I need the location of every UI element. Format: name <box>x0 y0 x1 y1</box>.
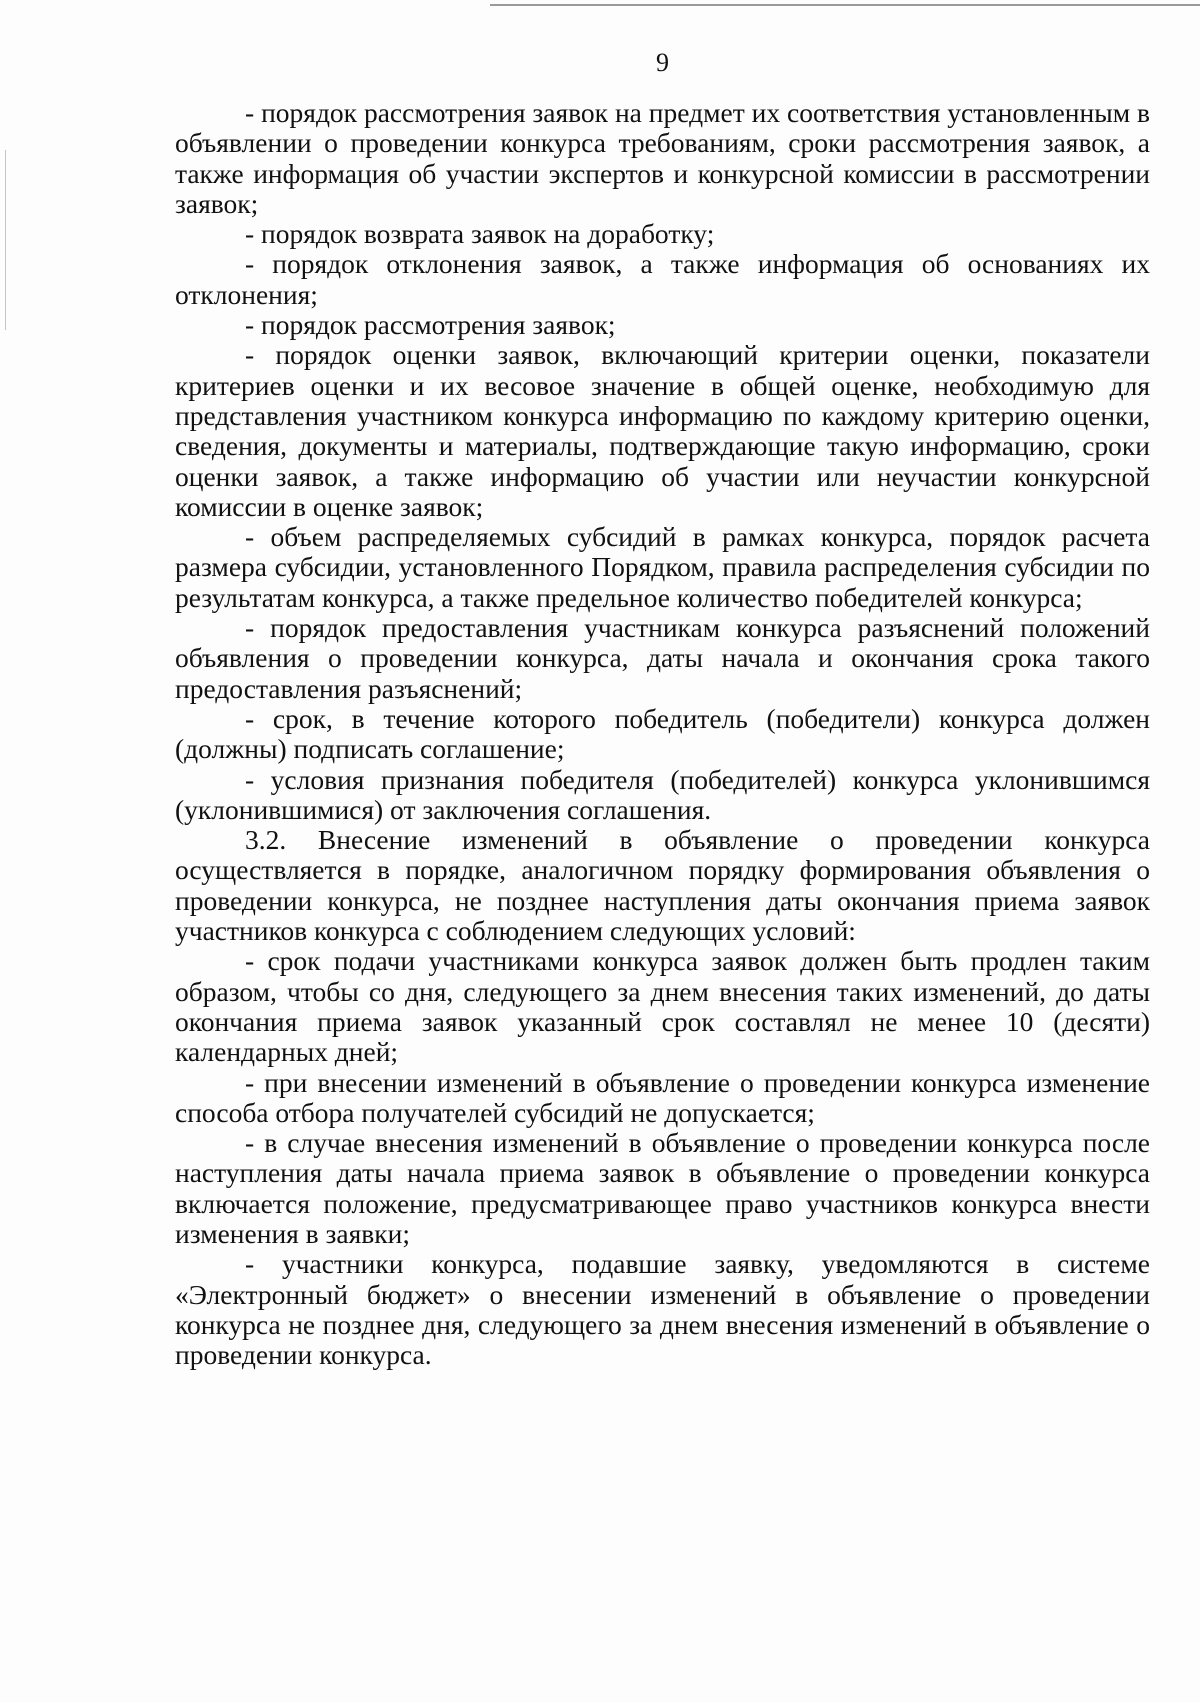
paragraph: - порядок рассмотрения заявок на предмет их соответствия установленным в объявлении о проведении конкурса требованиям, сроки рассмотрения заявок, а также информация об участии экспертов и конкурсной комиссии в рассмотрении заявок; <box>175 97 1150 219</box>
document-body <box>175 98 1150 1370</box>
paragraph: - в случае внесения изменений в объявление о проведении конкурса после наступления даты начала приема заявок в объявление о проведении конкурса включается положение, предусматривающее право участников конкурса внести изменения в заявки; <box>175 1127 1150 1249</box>
paragraph: - порядок отклонения заявок, а также информация об основаниях их отклонения; <box>175 248 1150 310</box>
paragraph: - объем распределяемых субсидий в рамках конкурса, порядок расчета размера субсидии, установленного Порядком, правила распределения субсидии по результатам конкурса, а также предельное количество победителей конкурса; <box>175 521 1150 613</box>
scan-border-left <box>5 150 6 330</box>
paragraph: - условия признания победителя (победителей) конкурса уклонившимся (уклонившимися) от заключения соглашения. <box>175 763 1150 825</box>
scan-border-top <box>490 4 1200 6</box>
paragraph: - порядок рассмотрения заявок; <box>245 309 616 341</box>
paragraph: - порядок возврата заявок на доработку; <box>245 218 715 250</box>
paragraph: - при внесении изменений в объявление о проведении конкурса изменение способа отбора получателей субсидий не допускается; <box>175 1066 1150 1128</box>
page-number: 9 <box>656 48 669 77</box>
paragraph: - срок, в течение которого победитель (победители) конкурса должен (должны) подписать соглашение; <box>175 702 1150 765</box>
section-paragraph-3-2: 3.2. Внесение изменений в объявление о проведении конкурса осуществляется в порядке, аналогичном порядку формирования объявления о проведении конкурса, не позднее наступления даты окончания приема заявок участников конкурса с соблюдением следующих условий: <box>175 824 1150 947</box>
paragraph: - порядок предоставления участникам конкурса разъяснений положений объявления о проведении конкурса, даты начала и окончания срока такого предоставления разъяснений; <box>175 612 1150 704</box>
paragraph: - срок подачи участниками конкурса заявок должен быть продлен таким образом, чтобы со дня, следующего за днем внесения таких изменений, до даты окончания приема заявок указанный срок составлял не менее 10 (десяти) календарных дней; <box>175 945 1150 1068</box>
paragraph: - участники конкурса, подавшие заявку, уведомляются в системе «Электронный бюджет» о внесении изменений в объявление о проведении конкурса не позднее дня, следующего за днем внесения изменений в объявление о проведении конкурса. <box>175 1248 1150 1371</box>
paragraph: - порядок оценки заявок, включающий критерии оценки, показатели критериев оценки и их весовое значение в общей оценке, необходимую для представления участником конкурса информацию по каждому критерию оценки, сведения, документы и материалы, подтверждающие такую информацию, сроки оценки заявок, а также информацию об участии или неучастии конкурсной комиссии в оценке заявок; <box>175 339 1150 522</box>
